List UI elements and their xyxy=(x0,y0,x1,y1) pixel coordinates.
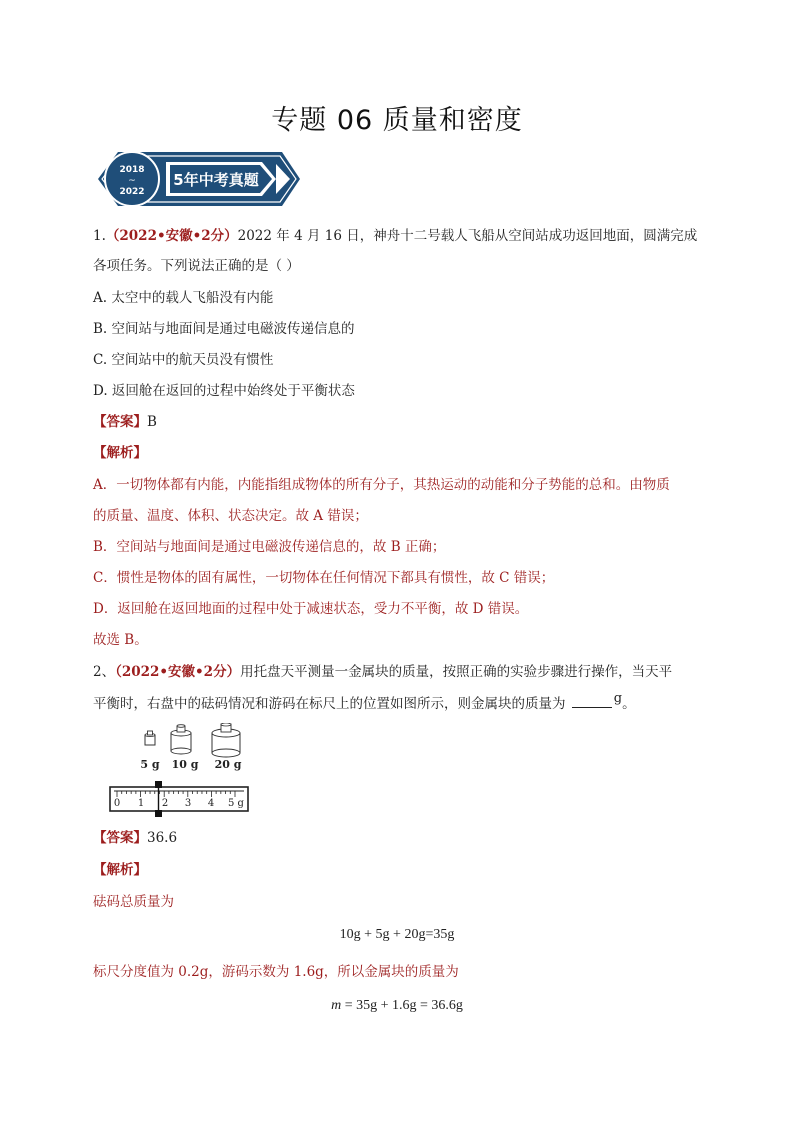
q1-analysis-line5: D．返回舱在返回地面的过程中处于减速状态，受力不平衡，故 D 错误。 xyxy=(93,601,529,617)
q2-formula2-var: m xyxy=(331,998,342,1013)
section-banner xyxy=(92,148,304,210)
q1-stem-text1: 2022 年 4 月 16 日，神舟十二号载人飞船从空间站成功返回地面，圆满完成 xyxy=(237,228,698,244)
q1-option-c: C. 空间站中的航天员没有惯性 xyxy=(93,352,274,368)
q2-answer-value: 36.6 xyxy=(147,830,178,846)
q2-stem-text1: 用托盘天平测量一金属块的质量，按照正确的实验步骤进行操作，当天平 xyxy=(240,664,673,680)
weight-label-10g: 10 g xyxy=(171,758,199,771)
q2-source: （2022•安徽•2分） xyxy=(115,664,241,680)
scale-tick-0: 0 xyxy=(113,798,121,809)
q1-conclusion: 故选 B。 xyxy=(93,632,148,648)
scale-tick-3: 3 xyxy=(184,798,192,809)
q1-answer xyxy=(93,412,157,432)
banner-years-top: 2018 xyxy=(119,165,145,175)
weight-20g-icon xyxy=(212,723,240,757)
q2-formula2 xyxy=(0,998,794,1014)
q2-analysis-line1: 砝码总质量为 xyxy=(93,894,174,910)
q2-number: 2、 xyxy=(93,664,116,680)
banner-label: 5年中考真题 xyxy=(173,171,259,189)
weight-10g-icon xyxy=(171,725,191,754)
banner-years-bottom: 2022 xyxy=(119,187,145,197)
q2-formula2-rest: = 35g + 1.6g = 36.6g xyxy=(341,998,463,1013)
q1-number: 1. xyxy=(93,228,106,244)
q1-source: （2022•安徽•2分） xyxy=(105,228,238,244)
page-title: 专题 06 质量和密度 xyxy=(271,105,523,136)
weight-5g-icon xyxy=(145,731,155,745)
scale-tick-5: 5 g xyxy=(228,798,244,809)
q2-answer xyxy=(93,828,177,848)
q2-unit: g xyxy=(613,691,623,706)
q1-answer-label: 【答案】 xyxy=(93,414,147,430)
q1-option-b: B. 空间站与地面间是通过电磁波传递信息的 xyxy=(93,321,355,337)
weight-label-5g: 5 g xyxy=(140,758,160,771)
balance-figure xyxy=(108,723,252,819)
scale-tick-2: 2 xyxy=(161,798,169,809)
banner-years-mid: ~ xyxy=(128,176,136,186)
scale-tick-4: 4 xyxy=(207,798,215,809)
q1-option-a: A. 太空中的载人飞船没有内能 xyxy=(93,290,274,306)
q2-stem-line2 xyxy=(93,693,636,715)
q2-answer-label: 【答案】 xyxy=(93,830,147,846)
q1-analysis-line1: A．一切物体都有内能，内能指组成物体的所有分子，其热运动的动能和分子势能的总和。由物质 xyxy=(93,477,670,493)
q1-analysis-line4: C．惯性是物体的固有属性，一切物体在任何情况下都具有惯性，故 C 错误； xyxy=(93,570,555,586)
q1-analysis-line2: 的质量、温度、体积、状态决定。故 A 错误； xyxy=(93,508,368,524)
q2-analysis-label: 【解析】 xyxy=(93,862,147,878)
q1-stem-line2: 各项任务。下列说法正确的是（ ） xyxy=(93,258,300,274)
q1-analysis-label: 【解析】 xyxy=(93,445,147,461)
weight-label-20g: 20 g xyxy=(214,758,242,771)
q2-stem-end: 。 xyxy=(622,696,636,712)
q2-answer-blank xyxy=(572,693,612,708)
q2-stem-line1 xyxy=(93,662,672,682)
scale-rider xyxy=(155,781,162,788)
q1-answer-value: B xyxy=(147,414,157,430)
q2-stem-text2: 平衡时，右盘中的砝码情况和游码在标尺上的位置如图所示，则金属块的质量为 xyxy=(93,696,566,712)
q1-stem-line1 xyxy=(93,226,697,246)
q2-formula1: 10g + 5g + 20g=35g xyxy=(339,927,455,942)
q1-option-d: D. 返回舱在返回的过程中始终处于平衡状态 xyxy=(93,383,355,399)
q1-analysis-line3: B．空间站与地面间是通过电磁波传递信息的，故 B 正确； xyxy=(93,539,446,555)
scale-tick-1: 1 xyxy=(137,798,145,809)
q2-analysis-line2: 标尺分度值为 0.2g，游码示数为 1.6g，所以金属块的质量为 xyxy=(93,964,459,980)
